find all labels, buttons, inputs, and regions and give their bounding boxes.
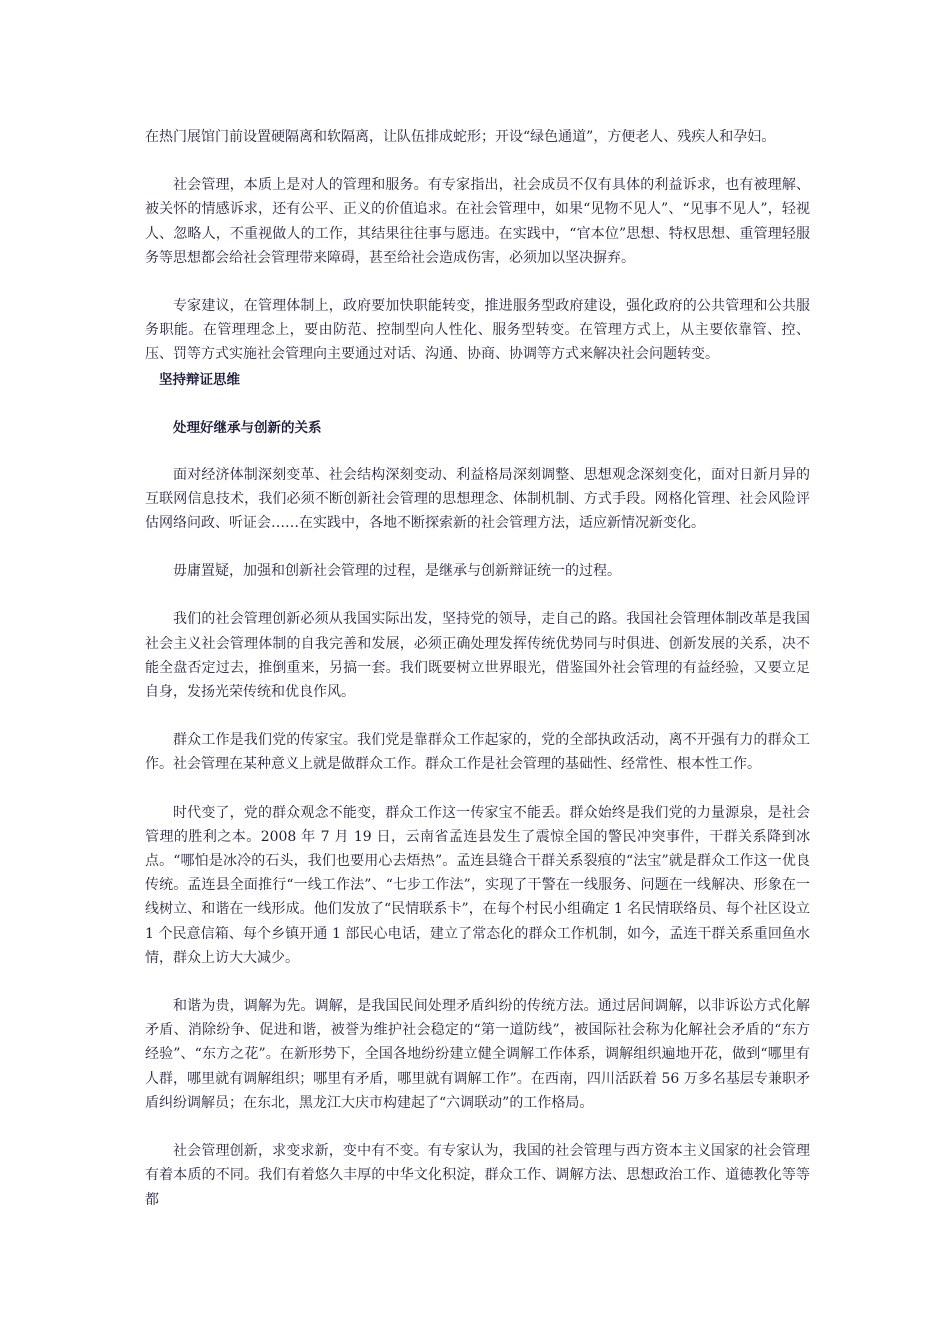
paragraph-7: 群众工作是我们党的传家宝。我们党是靠群众工作起家的，党的全部执政活动，离不开强有力的群众工作。社会管理在某种意义上就是做群众工作。群众工作是社会管理的基础性、经常性、根本性工作。 [145,732,810,773]
paragraph-1: 在热门展馆门前设置硬隔离和软隔离，让队伍排成蛇形；开设“绿色通道”，方便老人、残疾人和孕妇。 [145,129,776,145]
document-page [145,125,810,1212]
paragraph-8: 时代变了，党的群众观念不能变，群众工作这一传家宝不能丢。群众始终是我们党的力量源泉，是社会管理的胜利之本。2008 年 7 月 19 日，云南省孟连县发生了震惊全国的警民冲突事件，干群关系降到冰点。“哪怕是冰冷的石头，我们也要用心去焐热”。孟连县缝合干群关系裂痕的“法宝”就是群众工作这一优良传统。孟连县全面推行“一线工作法”、“七步工作法”，实现了干警在一线服务、问题在一线解决、形象在一线树立、和谐在一线形成。他们发放了“民情联系卡”，在每个村民小组确定 1 名民情联络员、每个社区设立 1 个民意信箱、每个乡镇开通 1 部民心电话，建立了常态化的群众工作机制，如今，孟连干群关系重回鱼水情，群众上访大大减少。 [145,804,810,966]
paragraph-5: 毋庸置疑，加强和创新社会管理的过程，是继承与创新辩证统一的过程。 [173,563,621,580]
paragraph-6: 我们的社会管理创新必须从我国实际出发，坚持党的领导，走自己的路。我国社会管理体制改革是我国社会主义社会管理体制的自我完善和发展，必须正确处理发挥传统优势同与时俱进、创新发展的关系，决不能全盘否定过去，推倒重来，另搞一套。我们既要树立世界眼光，借鉴国外社会管理的有益经验，又要立足自身，发扬光荣传统和优良作风。 [145,611,810,701]
paragraph-9: 和谐为贵，调解为先。调解，是我国民间处理矛盾纠纷的传统方法。通过居间调解，以非诉讼方式化解矛盾、消除纷争、促进和谐，被誉为维护社会稳定的“第一道防线”，被国际社会称为化解社会矛盾的“东方经验”、“东方之花”。在新形势下，全国各地纷纷建立健全调解工作体系，调解组织遍地开花，做到“哪里有人群，哪里就有调解组织；哪里有矛盾，哪里就有调解工作”。在西南，四川活跃着 56 万多名基层专兼职矛盾纠纷调解员；在东北，黑龙江大庆市构建起了“六调联动”的工作格局。 [145,998,810,1111]
paragraph-10: 社会管理创新，求变求新，变中有不变。有专家认为，我国的社会管理与西方资本主义国家的社会管理有着本质的不同。我们有着悠久丰厚的中华文化积淀，群众工作、调解方法、思想政治工作、道德教化等等都 [145,1143,810,1208]
paragraph-2: 社会管理，本质上是对人的管理和服务。有专家指出，社会成员不仅有具体的利益诉求，也有被理解、被关怀的情感诉求，还有公平、正义的价值追求。在社会管理中，如果“见物不见人”、“见事不见人”，轻视人、忽略人，不重视做人的工作，其结果往往事与愿违。在实践中，“官本位”思想、特权思想、重管理轻服务等思想都会给社会管理带来障碍，甚至给社会造成伤害，必须加以坚决摒弃。 [145,177,810,266]
section-heading: 坚持辩证思维 [159,371,240,388]
paragraph-4: 面对经济体制深刻变革、社会结构深刻变动、利益格局深刻调整、思想观念深刻变化，面对日新月异的互联网信息技术，我们必须不断创新社会管理的思想理念、体制机制、方式手段。网格化管理、社会风险评估网络问政、听证会……在实践中，各地不断探索新的社会管理方法，适应新情况新变化。 [145,466,810,532]
subsection-heading: 处理好继承与创新的关系 [173,419,322,436]
paragraph-3: 专家建议，在管理体制上，政府要加快职能转变，推进服务型政府建设，强化政府的公共管理和公共服务职能。在管理理念上，要由防范、控制型向人性化、服务型转变。在管理方式上，从主要依靠管、控、压、罚等方式实施社会管理向主要通过对话、沟通、协商、协调等方式来解决社会问题转变。 [145,298,810,363]
